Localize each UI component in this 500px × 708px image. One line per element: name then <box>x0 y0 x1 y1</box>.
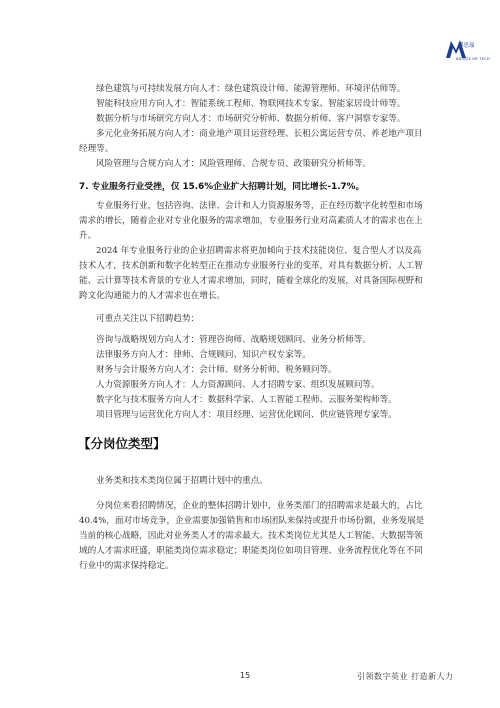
focus-label: 可重点关注以下招聘趋势： <box>96 314 200 324</box>
logo-text: 博思瑞 <box>458 43 475 49</box>
talent-line: 项目管理与运营优化方向人才：项目经理、运营优化顾问、供应链管理专家等。 <box>96 410 397 420</box>
section-title: 【分岗位类型】 <box>78 436 166 451</box>
paragraph-line: 分岗位来看招聘情况，企业的整体招聘计划中，业务类部门的招聘需求是最大的，占比 <box>96 501 423 511</box>
footer-slogan: 引领数字英业 打造新人力 <box>357 672 454 681</box>
talent-line-continuation: 经理等。 <box>79 144 114 154</box>
paragraph-line: 升。 <box>79 231 97 241</box>
talent-line: 多元化业务拓展方向人才：商业地产项目运营经理、长租公寓运营专员、养老地产项目 <box>96 129 423 139</box>
job-types-body <box>79 474 439 574</box>
brand-logo <box>446 38 490 64</box>
job-types-intro: 业务类和技术类岗位属于招聘计划中的重点。 <box>96 476 268 486</box>
paragraph-line: 行业中的需求保持稳定。 <box>79 561 174 571</box>
talent-line: 数字化与技术服务方向人才：数据科学家、人工智能工程师、云服务架构师等。 <box>96 395 397 405</box>
paragraph-line: 需求的增长，随着企业对专业化服务的需求增加，专业服务行业对高素质人才的需求也在上 <box>79 216 423 226</box>
talent-line: 风险管理与合规方向人才：风险管理师、合规专员、政策研究分析师等。 <box>96 159 372 169</box>
paragraph-line: 域的人才需求旺盛，职能类岗位需求稳定；职能类岗位如项目管理、业务流程优化等在不同 <box>79 546 423 556</box>
talent-line: 绿色建筑与可持续发展方向人才：绿色建筑设计师、能源管理师、环境评估师等。 <box>96 84 406 94</box>
talent-line: 智能科技应用方向人才：智能系统工程师、物联网技术专家、智能家居设计师等。 <box>96 99 406 109</box>
document-body <box>79 82 439 423</box>
page-number: 15 <box>240 671 251 680</box>
talent-line: 法律服务方向人才：律师、合规顾问、知识产权专家等。 <box>96 350 311 360</box>
talent-line: 人力资源服务方向人才：人力资源顾问、人才招聘专家、组织发展顾问等。 <box>96 380 380 390</box>
talent-line: 财务与会计服务方向人才：会计师、财务分析师、税务顾问等。 <box>96 365 337 375</box>
paragraph-line: 技术人才，技术创新和数字化转型正在推动专业服务行业的变革，对具有数据分析、人工智 <box>79 261 423 271</box>
paragraph-line: 跨文化沟通能力的人才需求也在增长。 <box>79 291 226 301</box>
paragraph-line: 当前的核心战略，因此对业务类人才的需求最大。技术类岗位尤其是人工智能、大数据等领 <box>79 531 423 541</box>
talent-line: 咨询与战略规划方向人才：管理咨询师、战略规划顾问、业务分析师等。 <box>96 335 372 345</box>
logo-subtext: BRIDGE HR TECH <box>456 57 490 61</box>
paragraph-line: 2024 年专业服务行业的企业招聘需求将更加倾向于技术技能岗位、复合型人才以及高 <box>96 246 422 256</box>
paragraph-line: 专业服务行业，包括咨询、法律、会计和人力资源服务等，正在经历数字化转型和市场 <box>96 201 423 211</box>
talent-line: 数据分析与市场研究方向人才：市场研究分析师、数据分析师、客户洞察专家等。 <box>96 114 406 124</box>
section-7-heading: 7. 专业服务行业受挫，仅 15.6%企业扩大招聘计划，同比增长-1.7%。 <box>79 182 365 192</box>
paragraph-line: 能、云计算等技术背景的专业人才需求增加，同时，随着全球化的发展，对具备国际视野和 <box>79 276 423 286</box>
paragraph-line: 40.4%，面对市场竞争，企业需要加强销售和市场团队来保持或提升市场份额，业务发展是 <box>79 516 425 526</box>
